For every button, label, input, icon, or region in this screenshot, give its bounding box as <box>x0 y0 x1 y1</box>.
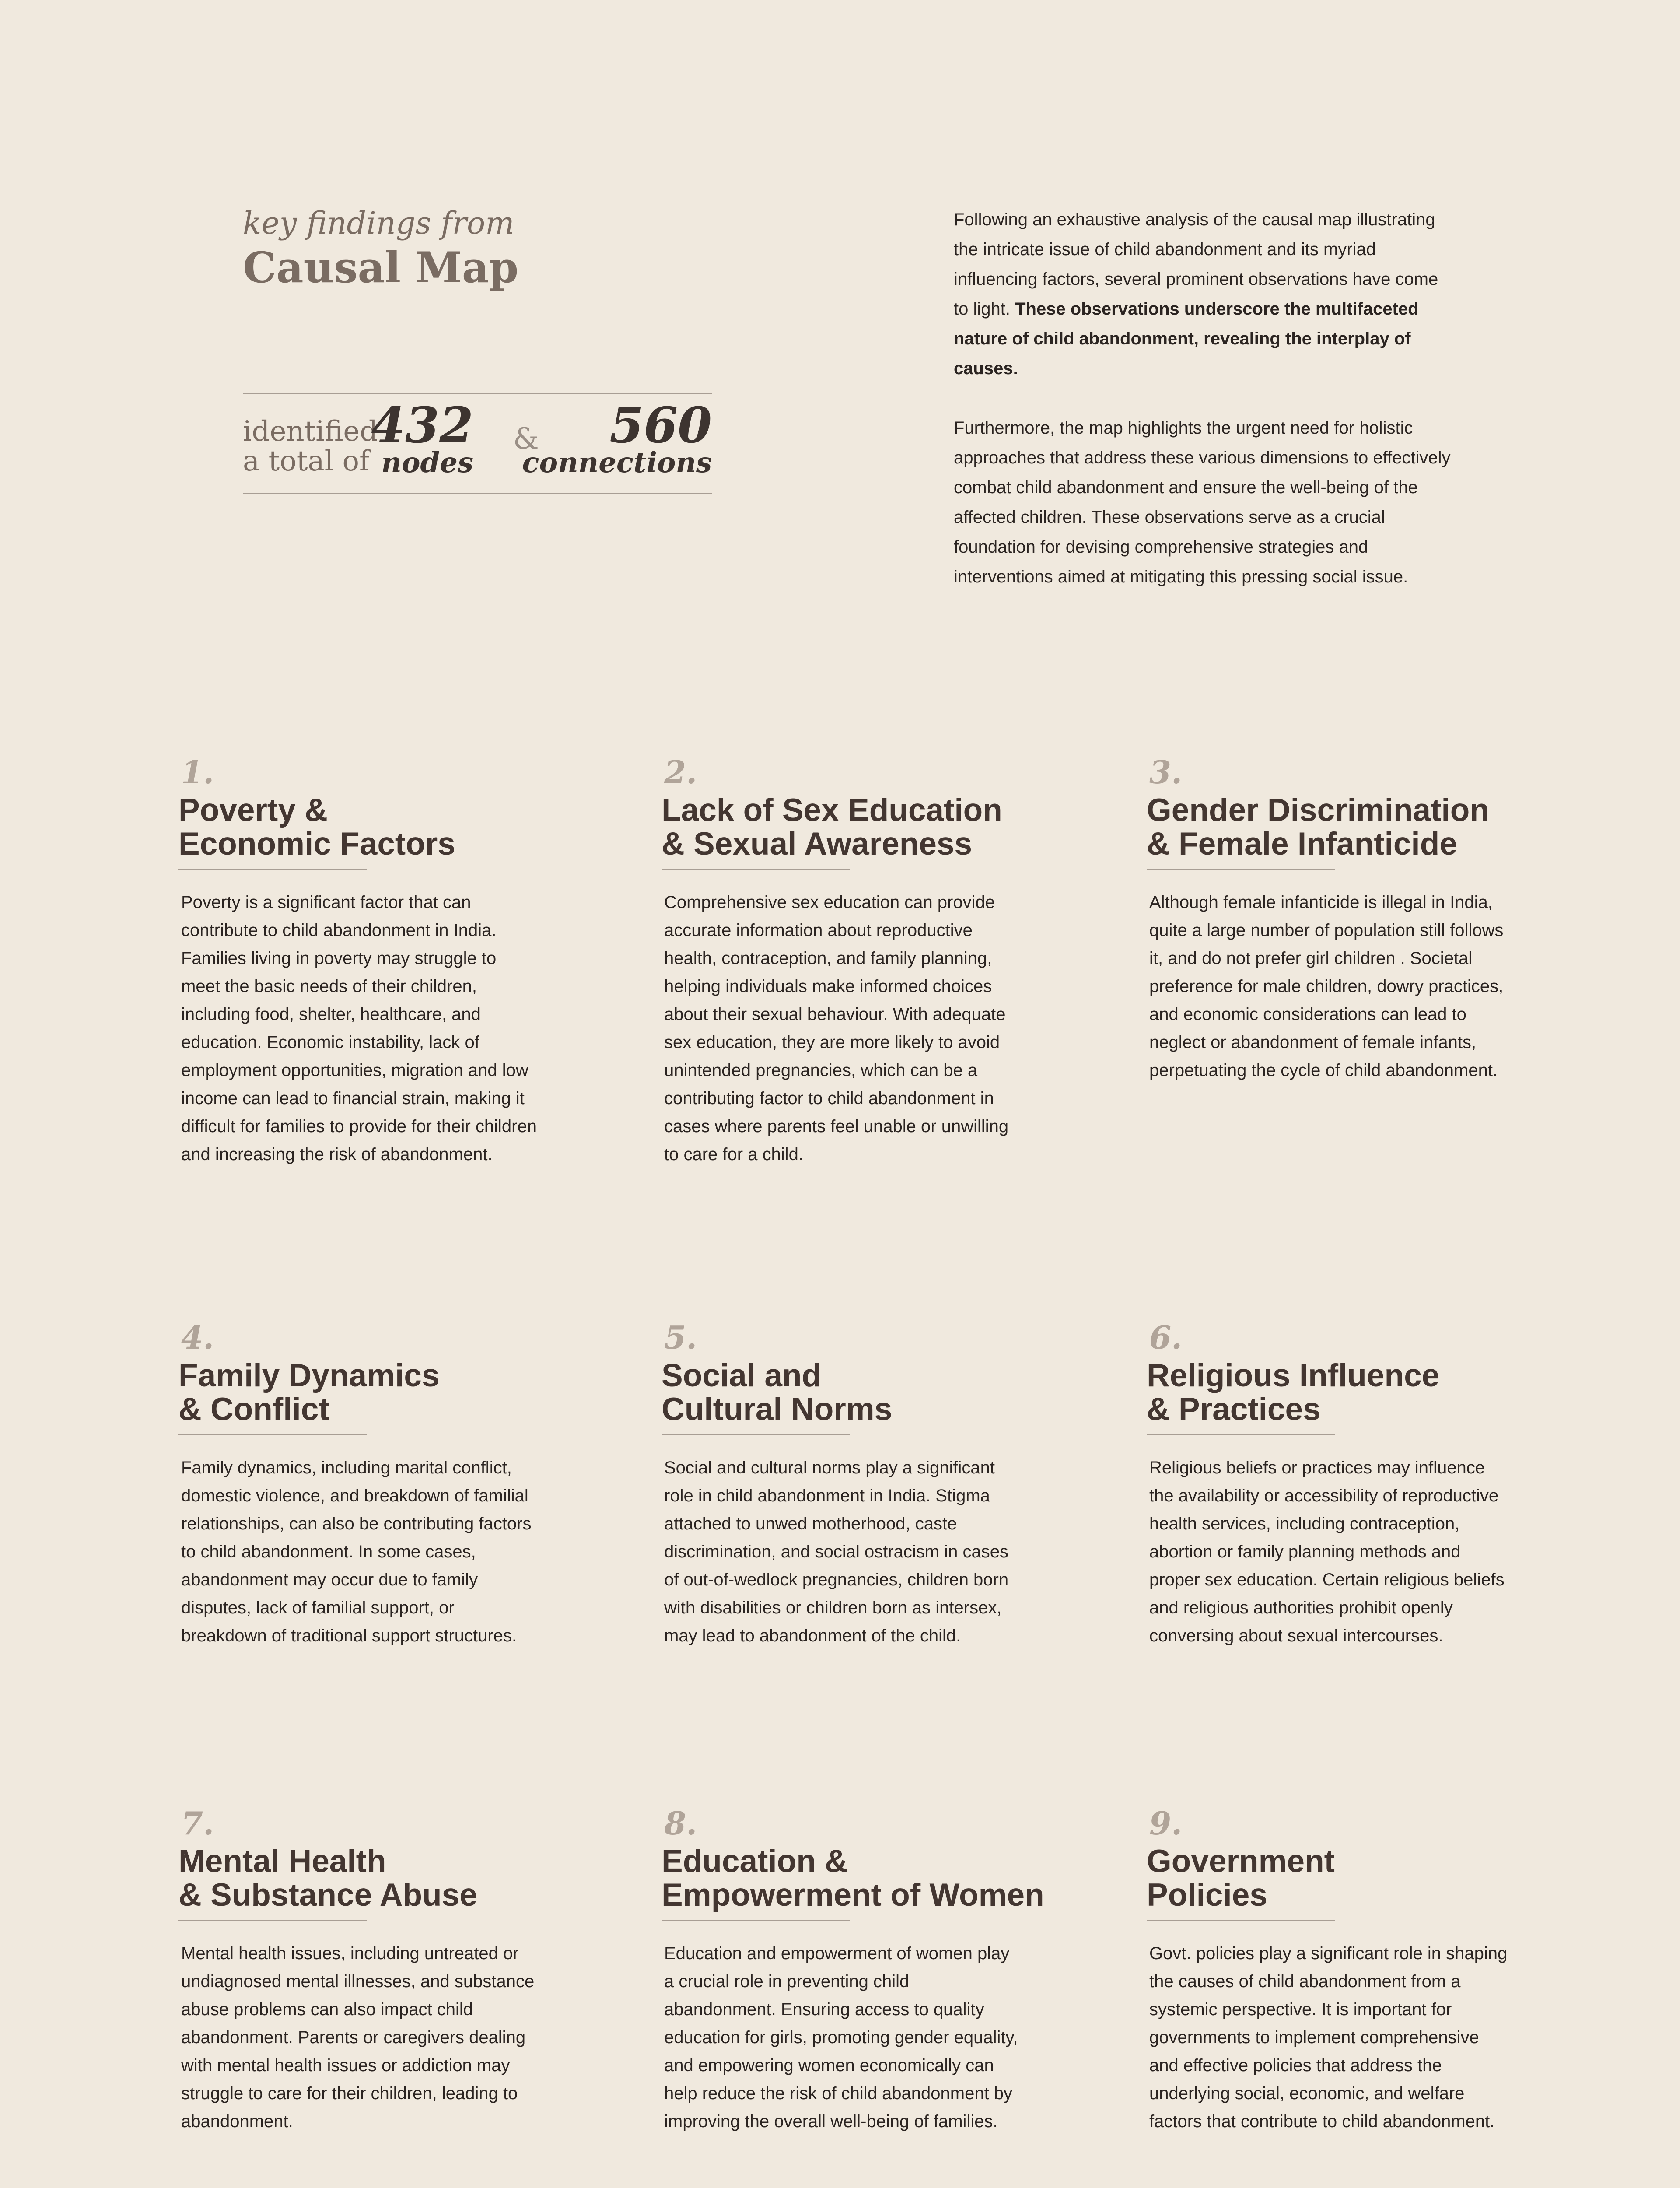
finding-4 <box>178 1319 557 1650</box>
finding-title-line1: Lack of Sex Education <box>662 792 1002 828</box>
finding-9 <box>1149 1806 1526 2135</box>
nodes-count: 432 <box>371 397 473 454</box>
finding-title <box>1147 1359 1526 1426</box>
finding-body: Govt. policies play a significant role in shaping the causes of child abandonment from a systemic perspective. It is important for governments to implement comprehensive and effective policies that address the underlying social, economic, and welfare factors that contribute to child abandonment. <box>1149 1944 1508 2131</box>
finding-title-line2: Policies <box>1147 1877 1267 1913</box>
intro-p1-plain: Following an exhaustive analysis of the causal map illustrating the intricate issue of child abandonment and its myriad influencing factors, several prominent observations have come to light. <box>954 210 1438 319</box>
connections-count: 560 <box>609 397 712 454</box>
ampersand: & <box>513 422 539 456</box>
finding-title-line1: Family Dynamics <box>178 1358 440 1393</box>
finding-body: Social and cultural norms play a significant role in child abandonment in India. Stigma attached to unwed motherhood, caste discrimination, and social ostracism in cases of out-of-wedlock pregnancies, children born with disabilities or children born as intersex, may lead to abandonment of the child. <box>664 1458 1009 1645</box>
finding-number: 4. <box>181 1319 214 1356</box>
finding-body: Family dynamics, including marital conflict, domestic violence, and breakdown of familial relationships, can also be contributing factors to child abandonment. In some cases, abandonment may occur due to family disputes, lack of familial support, or breakdown of traditional support structures. <box>181 1458 532 1645</box>
finding-number: 1. <box>181 754 214 791</box>
finding-title-line2: & Practices <box>1147 1392 1321 1427</box>
finding-divider <box>178 869 367 870</box>
nodes-stat <box>371 397 473 479</box>
finding-number: 2. <box>664 754 697 791</box>
finding-body: Poverty is a significant factor that can contribute to child abandonment in India. Families living in poverty may struggle to meet the basic needs of their children, including food, shelter, healthcare, and education. Economic instability, lack of employment opportunities, migration and low income can lead to financial strain, making it difficult for families to provide for their children and increasing the risk of abandonment. <box>181 893 537 1164</box>
page-title: Causal Map <box>243 243 519 292</box>
finding-title <box>1147 1844 1526 1912</box>
finding-6 <box>1149 1320 1526 1650</box>
intro-paragraph-2: Furthermore, the map highlights the urgent need for holistic approaches that address these various dimensions to effectively combat child abandonment and ensure the well-being of the affected children. These observations serve as a crucial foundation for devising comprehensive strategies and interventions aimed at mitigating this pressing social issue. <box>954 418 1451 586</box>
finding-title-line1: Poverty & <box>178 792 328 828</box>
finding-divider <box>178 1920 367 1921</box>
finding-divider <box>1147 869 1335 870</box>
finding-5 <box>664 1320 1040 1650</box>
finding-title-line1: Gender Discrimination <box>1147 792 1489 828</box>
finding-divider <box>662 869 850 870</box>
finding-number: 3. <box>1149 754 1183 791</box>
finding-title <box>1147 793 1526 861</box>
finding-number: 6. <box>1149 1319 1183 1356</box>
finding-title <box>662 1359 1040 1426</box>
finding-title-line1: Religious Influence <box>1147 1358 1440 1393</box>
finding-title-line2: Economic Factors <box>178 826 455 862</box>
finding-title <box>178 793 557 861</box>
finding-title-line2: Cultural Norms <box>662 1392 892 1427</box>
finding-number: 8. <box>664 1805 697 1842</box>
finding-title-line1: Mental Health <box>178 1844 386 1879</box>
finding-number: 9. <box>1149 1805 1183 1842</box>
finding-title-line1: Education & <box>662 1844 848 1879</box>
stats-label-line2: a total of <box>243 445 370 477</box>
finding-title <box>662 1844 1044 1913</box>
finding-3 <box>1149 755 1526 1084</box>
page-subtitle: key findings from <box>243 205 514 241</box>
finding-body: Comprehensive sex education can provide accurate information about reproductive health, contraception, and family planning, helping individuals make informed choices about their sexual behaviour. With adequate sex education, they are more likely to avoid unintended pregnancies, which can be a contributing factor to child abandonment in cases where parents feel unable or unwilling to care for a child. <box>664 893 1009 1164</box>
finding-number: 7. <box>181 1805 214 1842</box>
finding-body: Education and empowerment of women play a crucial role in preventing child abandonment. Ensuring access to quality education for girls, promoting gender equality, and empowering women economically can help reduce the risk of child abandonment by improving the overall well-being of families. <box>664 1944 1018 2131</box>
finding-title <box>178 1359 557 1426</box>
intro-text <box>954 205 1457 592</box>
finding-8 <box>662 1805 1044 2135</box>
finding-1 <box>178 754 557 1168</box>
finding-7 <box>178 1805 557 2135</box>
stats-panel <box>243 393 712 494</box>
finding-title-line2: & Sexual Awareness <box>662 826 973 862</box>
stats-label-line1: identified <box>243 415 378 448</box>
finding-title-line1: Government <box>1147 1844 1335 1879</box>
finding-body: Although female infanticide is illegal in India, quite a large number of population still follows it, and do not prefer girl children . Societal preference for male children, dowry practices, and economic considerations can lead to neglect or abandonment of female infants, perpetuating the cycle of child abandonment. <box>1149 893 1504 1080</box>
finding-divider <box>1147 1920 1335 1921</box>
finding-title <box>178 1844 557 1912</box>
finding-divider <box>1147 1434 1335 1435</box>
finding-divider <box>662 1434 850 1435</box>
nodes-unit: nodes <box>381 446 473 479</box>
finding-body: Mental health issues, including untreated or undiagnosed mental illnesses, and substance abuse problems can also impact child abandonment. Parents or caregivers dealing with mental health issues or addiction may struggle to care for their children, leading to abandonment. <box>181 1944 535 2131</box>
finding-title-line2: & Female Infanticide <box>1147 826 1457 862</box>
finding-title-line2: & Substance Abuse <box>178 1877 477 1913</box>
finding-title-line1: Social and <box>662 1358 822 1393</box>
finding-number: 5. <box>664 1319 697 1356</box>
intro-paragraph-1 <box>954 205 1457 383</box>
finding-2 <box>664 755 1040 1168</box>
finding-divider <box>178 1434 367 1435</box>
finding-title-line2: Empowerment of Women <box>662 1877 1044 1913</box>
connections-stat <box>522 397 712 479</box>
finding-title <box>662 793 1040 861</box>
stats-label <box>243 417 378 476</box>
finding-body: Religious beliefs or practices may influence the availability or accessibility of reproductive health services, including contraception, abortion or family planning methods and proper sex education. Certain religious beliefs and religious authorities prohibit openly conversing about sexual intercourses. <box>1149 1458 1505 1645</box>
intro-p1-bold: These observations underscore the multifaceted nature of child abandonment, revealing the interplay of causes. <box>954 299 1419 378</box>
page-header <box>243 205 715 292</box>
connections-unit: connections <box>522 446 712 479</box>
finding-divider <box>662 1920 850 1921</box>
finding-title-line2: & Conflict <box>178 1392 329 1427</box>
